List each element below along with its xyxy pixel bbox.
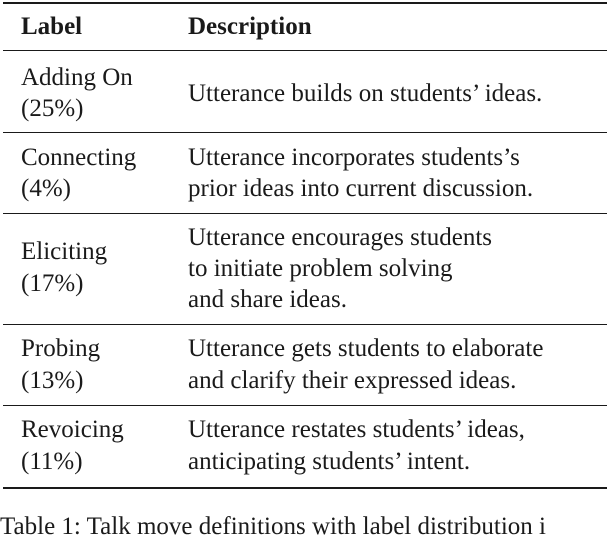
header-description: Description [188,13,312,40]
row-label-line: Adding On [21,64,133,91]
row-rule [3,132,607,133]
header-label: Label [21,13,83,40]
table-bottom-rule [3,487,607,489]
table-caption: Table 1: Talk move definitions with label distribution i [0,513,546,540]
row-description-line: and share ideas. [188,286,347,313]
row-label-line: Connecting [21,144,137,171]
header-rule [3,50,607,51]
row-rule [3,213,607,214]
row-label-line: (17%) [21,270,84,297]
row-label-line: Revoicing [21,416,124,443]
row-description-line: Utterance incorporates students’s [188,144,520,171]
row-label-line: (4%) [21,175,71,202]
row-description-line: Utterance builds on students’ ideas. [188,80,543,107]
row-label-line: (13%) [21,367,84,394]
row-description-line: to initiate problem solving [188,255,453,282]
row-label-line: Probing [21,335,101,362]
row-description-line: Utterance restates students’ ideas, [188,416,525,443]
row-description-line: anticipating students’ intent. [188,448,471,475]
row-description-line: and clarify their expressed ideas. [188,367,517,394]
table-top-rule [3,2,607,4]
row-label-line: (11%) [21,448,83,475]
row-label-line: Eliciting [21,238,108,265]
row-rule [3,405,607,406]
row-description-line: prior ideas into current discussion. [188,175,534,202]
row-description-line: Utterance gets students to elaborate [188,335,544,362]
row-rule [3,324,607,325]
row-label-line: (25%) [21,95,84,122]
row-description-line: Utterance encourages students [188,224,493,251]
